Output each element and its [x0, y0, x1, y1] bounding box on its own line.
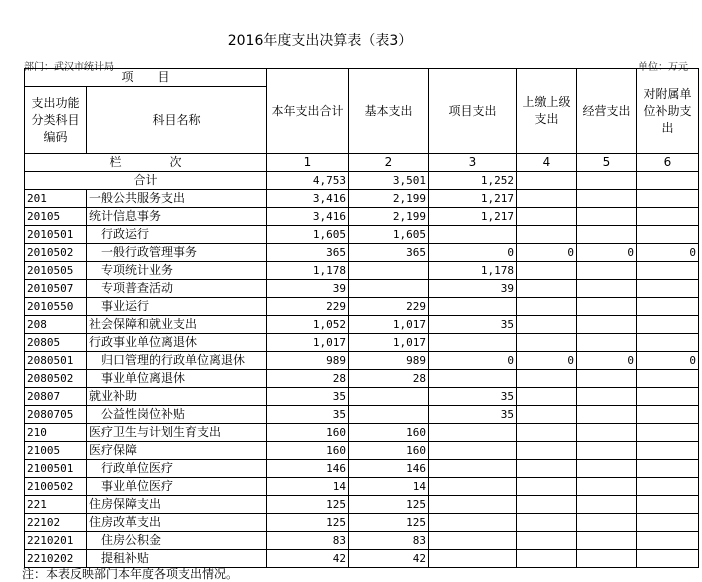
row-total: 83 — [267, 532, 349, 550]
row-subsidiary — [637, 208, 699, 226]
row-upper — [517, 388, 577, 406]
row-total: 125 — [267, 496, 349, 514]
row-code: 2100501 — [25, 460, 87, 478]
total-value: 4,753 — [267, 172, 349, 190]
row-total: 35 — [267, 388, 349, 406]
row-name: 行政事业单位离退休 — [87, 334, 267, 352]
table-row — [25, 280, 699, 298]
row-basic — [349, 262, 429, 280]
row-basic: 125 — [349, 514, 429, 532]
row-name: 医疗保障 — [87, 442, 267, 460]
row-basic: 1,605 — [349, 226, 429, 244]
row-upper: 0 — [517, 352, 577, 370]
row-upper — [517, 262, 577, 280]
expenditure-table — [24, 68, 699, 568]
col-num: 6 — [637, 154, 699, 172]
row-name: 一般行政管理事务 — [87, 244, 267, 262]
row-business — [577, 262, 637, 280]
row-subsidiary — [637, 460, 699, 478]
row-upper — [517, 298, 577, 316]
total-label: 合计 — [25, 172, 267, 190]
row-basic: 2,199 — [349, 208, 429, 226]
row-upper — [517, 280, 577, 298]
table-row — [25, 460, 699, 478]
row-total: 42 — [267, 550, 349, 568]
table-row — [25, 208, 699, 226]
row-subsidiary — [637, 388, 699, 406]
row-project — [429, 334, 517, 352]
total-business — [577, 172, 637, 190]
col-num: 5 — [577, 154, 637, 172]
table-row — [25, 442, 699, 460]
row-code: 22102 — [25, 514, 87, 532]
row-basic: 14 — [349, 478, 429, 496]
row-code: 2010501 — [25, 226, 87, 244]
row-subsidiary — [637, 334, 699, 352]
row-basic — [349, 388, 429, 406]
row-business — [577, 424, 637, 442]
row-code: 2010550 — [25, 298, 87, 316]
row-code: 2210202 — [25, 550, 87, 568]
row-subsidiary — [637, 190, 699, 208]
row-name: 就业补助 — [87, 388, 267, 406]
row-subsidiary — [637, 478, 699, 496]
row-project — [429, 514, 517, 532]
row-total: 160 — [267, 442, 349, 460]
row-upper — [517, 226, 577, 244]
header-code: 支出功能分类科目编码 — [25, 87, 87, 154]
row-code: 2210201 — [25, 532, 87, 550]
row-project: 35 — [429, 388, 517, 406]
row-subsidiary: 0 — [637, 352, 699, 370]
row-project — [429, 442, 517, 460]
row-basic: 1,017 — [349, 316, 429, 334]
row-upper — [517, 316, 577, 334]
total-basic: 3,501 — [349, 172, 429, 190]
row-basic: 989 — [349, 352, 429, 370]
row-code: 21005 — [25, 442, 87, 460]
row-business — [577, 514, 637, 532]
row-project: 0 — [429, 244, 517, 262]
row-name: 行政单位医疗 — [87, 460, 267, 478]
row-upper — [517, 496, 577, 514]
row-project — [429, 478, 517, 496]
row-business — [577, 496, 637, 514]
row-project: 35 — [429, 406, 517, 424]
header-total: 本年支出合计 — [267, 69, 349, 154]
row-total: 28 — [267, 370, 349, 388]
row-project — [429, 496, 517, 514]
row-basic: 146 — [349, 460, 429, 478]
row-subsidiary — [637, 550, 699, 568]
row-total: 14 — [267, 478, 349, 496]
row-name: 公益性岗位补贴 — [87, 406, 267, 424]
row-subsidiary: 0 — [637, 244, 699, 262]
row-project — [429, 532, 517, 550]
row-total: 365 — [267, 244, 349, 262]
col-num: 4 — [517, 154, 577, 172]
row-name: 医疗卫生与计划生育支出 — [87, 424, 267, 442]
table-row — [25, 370, 699, 388]
row-business — [577, 334, 637, 352]
row-code: 2080501 — [25, 352, 87, 370]
row-basic: 28 — [349, 370, 429, 388]
row-total: 1,052 — [267, 316, 349, 334]
col-num: 3 — [429, 154, 517, 172]
row-code: 2080705 — [25, 406, 87, 424]
row-subsidiary — [637, 298, 699, 316]
row-upper — [517, 460, 577, 478]
row-code: 20105 — [25, 208, 87, 226]
row-name: 社会保障和就业支出 — [87, 316, 267, 334]
row-name: 事业单位医疗 — [87, 478, 267, 496]
unit-label: 单位：万元 — [638, 62, 688, 73]
row-business — [577, 370, 637, 388]
row-upper — [517, 478, 577, 496]
row-name: 归口管理的行政单位离退休 — [87, 352, 267, 370]
table-row — [25, 424, 699, 442]
row-basic: 160 — [349, 424, 429, 442]
row-subsidiary — [637, 442, 699, 460]
table-row — [25, 262, 699, 280]
table-row — [25, 406, 699, 424]
table-row — [25, 316, 699, 334]
row-upper — [517, 406, 577, 424]
row-upper — [517, 532, 577, 550]
row-upper — [517, 514, 577, 532]
row-basic: 365 — [349, 244, 429, 262]
row-upper — [517, 190, 577, 208]
row-name: 住房改革支出 — [87, 514, 267, 532]
row-name: 事业单位离退休 — [87, 370, 267, 388]
row-upper: 0 — [517, 244, 577, 262]
row-business — [577, 298, 637, 316]
row-upper — [517, 442, 577, 460]
row-name: 事业运行 — [87, 298, 267, 316]
col-num: 1 — [267, 154, 349, 172]
row-project — [429, 226, 517, 244]
row-name: 提租补贴 — [87, 550, 267, 568]
row-subsidiary — [637, 496, 699, 514]
row-subsidiary — [637, 226, 699, 244]
row-basic: 42 — [349, 550, 429, 568]
row-total: 1,178 — [267, 262, 349, 280]
row-project — [429, 298, 517, 316]
row-basic: 160 — [349, 442, 429, 460]
row-project: 1,217 — [429, 208, 517, 226]
table-row — [25, 532, 699, 550]
row-code: 2100502 — [25, 478, 87, 496]
row-total: 1,017 — [267, 334, 349, 352]
row-upper — [517, 208, 577, 226]
row-business — [577, 226, 637, 244]
row-code: 2080502 — [25, 370, 87, 388]
header-business: 经营支出 — [577, 69, 637, 154]
header-name: 科目名称 — [87, 87, 267, 154]
table-row — [25, 226, 699, 244]
row-subsidiary — [637, 370, 699, 388]
row-total: 125 — [267, 514, 349, 532]
row-total: 989 — [267, 352, 349, 370]
row-project — [429, 424, 517, 442]
total-subsidiary — [637, 172, 699, 190]
row-upper — [517, 424, 577, 442]
row-business — [577, 316, 637, 334]
row-project: 1,178 — [429, 262, 517, 280]
row-business: 0 — [577, 244, 637, 262]
row-code: 208 — [25, 316, 87, 334]
table-row — [25, 388, 699, 406]
row-code: 221 — [25, 496, 87, 514]
row-name: 住房保障支出 — [87, 496, 267, 514]
row-name: 行政运行 — [87, 226, 267, 244]
table-row — [25, 334, 699, 352]
row-total: 3,416 — [267, 190, 349, 208]
row-name: 专项统计业务 — [87, 262, 267, 280]
row-project: 0 — [429, 352, 517, 370]
table-row — [25, 298, 699, 316]
table-row — [25, 478, 699, 496]
row-subsidiary — [637, 406, 699, 424]
footnote: 注：本表反映部门本年度各项支出情况。 — [22, 567, 239, 581]
row-business — [577, 550, 637, 568]
row-business — [577, 532, 637, 550]
row-upper — [517, 550, 577, 568]
row-code: 20807 — [25, 388, 87, 406]
table-row — [25, 514, 699, 532]
row-subsidiary — [637, 424, 699, 442]
table-row — [25, 352, 699, 370]
total-upper — [517, 172, 577, 190]
header-item-group: 项 目 — [25, 69, 267, 87]
row-total: 1,605 — [267, 226, 349, 244]
row-code: 2010507 — [25, 280, 87, 298]
table-row — [25, 496, 699, 514]
row-total: 229 — [267, 298, 349, 316]
row-business — [577, 406, 637, 424]
row-name: 住房公积金 — [87, 532, 267, 550]
row-project — [429, 550, 517, 568]
row-total: 160 — [267, 424, 349, 442]
row-code: 210 — [25, 424, 87, 442]
row-basic: 83 — [349, 532, 429, 550]
report-title: 2016年度支出决算表（表3） — [227, 33, 413, 49]
row-code: 2010502 — [25, 244, 87, 262]
row-name: 专项普查活动 — [87, 280, 267, 298]
row-subsidiary — [637, 262, 699, 280]
row-business — [577, 460, 637, 478]
row-subsidiary — [637, 532, 699, 550]
row-business — [577, 280, 637, 298]
table-row — [25, 190, 699, 208]
row-code: 20805 — [25, 334, 87, 352]
row-business — [577, 388, 637, 406]
row-upper — [517, 370, 577, 388]
col-num: 2 — [349, 154, 429, 172]
row-project: 39 — [429, 280, 517, 298]
row-total: 3,416 — [267, 208, 349, 226]
row-basic: 125 — [349, 496, 429, 514]
total-row — [25, 172, 699, 190]
header-column-label: 栏 次 — [25, 154, 267, 172]
table-row — [25, 244, 699, 262]
row-business — [577, 478, 637, 496]
row-name: 一般公共服务支出 — [87, 190, 267, 208]
row-name: 统计信息事务 — [87, 208, 267, 226]
row-business — [577, 190, 637, 208]
row-total: 39 — [267, 280, 349, 298]
row-subsidiary — [637, 280, 699, 298]
row-total: 146 — [267, 460, 349, 478]
row-subsidiary — [637, 514, 699, 532]
header-subsidiary: 对附属单位补助支出 — [637, 69, 699, 154]
header-upper: 上缴上级支出 — [517, 69, 577, 154]
row-business — [577, 208, 637, 226]
department-label: 部门：武汉市统计局 — [24, 62, 114, 73]
row-business: 0 — [577, 352, 637, 370]
row-basic: 1,017 — [349, 334, 429, 352]
row-project — [429, 460, 517, 478]
row-upper — [517, 334, 577, 352]
header-project: 项目支出 — [429, 69, 517, 154]
row-project: 1,217 — [429, 190, 517, 208]
row-total: 35 — [267, 406, 349, 424]
total-project: 1,252 — [429, 172, 517, 190]
row-business — [577, 442, 637, 460]
row-basic — [349, 406, 429, 424]
row-basic — [349, 280, 429, 298]
row-basic: 229 — [349, 298, 429, 316]
row-basic: 2,199 — [349, 190, 429, 208]
row-project — [429, 370, 517, 388]
row-project: 35 — [429, 316, 517, 334]
row-code: 2010505 — [25, 262, 87, 280]
row-subsidiary — [637, 316, 699, 334]
row-code: 201 — [25, 190, 87, 208]
header-basic: 基本支出 — [349, 69, 429, 154]
